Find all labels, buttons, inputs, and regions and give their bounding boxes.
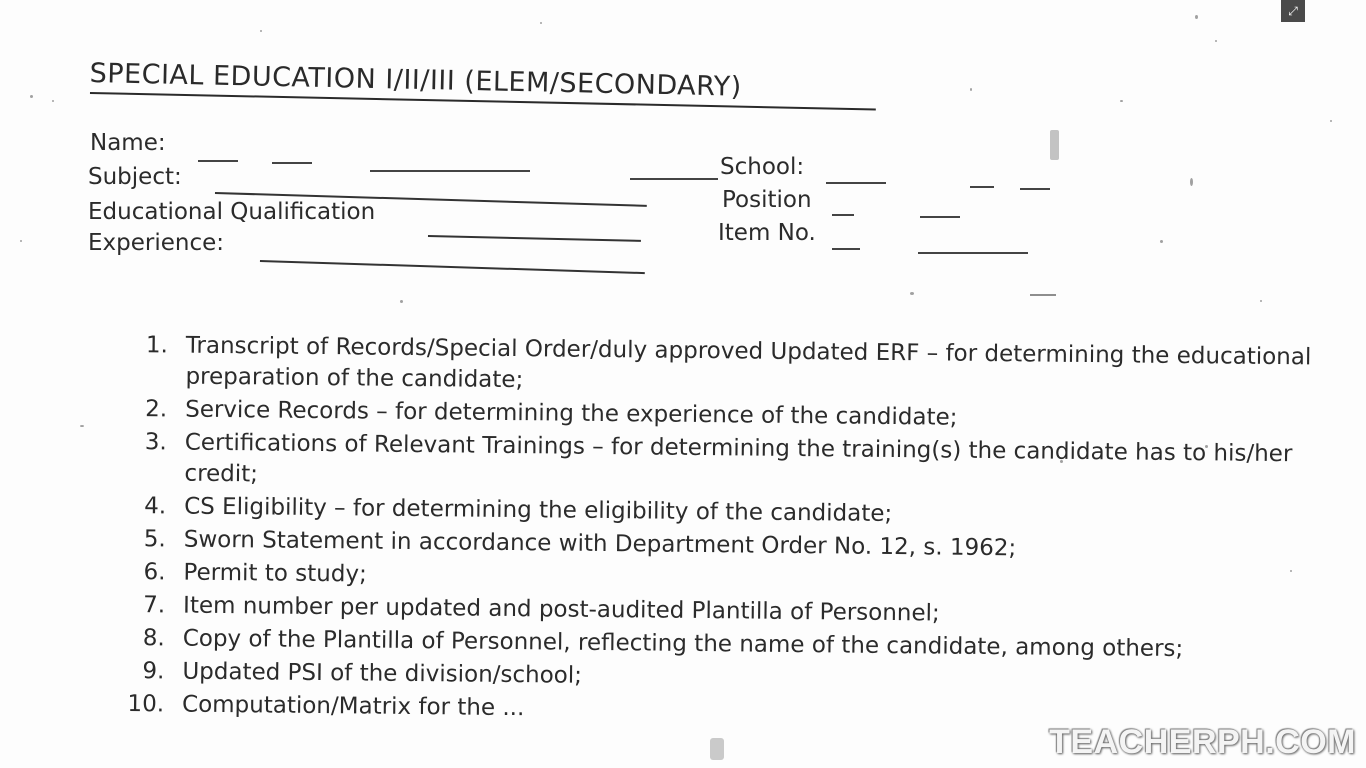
scan-speck bbox=[1050, 130, 1059, 160]
list-item-text: Copy of the Plantilla of Personnel, reflecting the name of the candidate, among others; bbox=[182, 625, 1184, 663]
item-no-label: Item No. bbox=[718, 220, 816, 246]
experience-label: Experience: bbox=[88, 230, 225, 256]
list-item-number: 3. bbox=[144, 429, 167, 456]
school-label: School: bbox=[720, 154, 805, 180]
scan-speck bbox=[1260, 300, 1262, 302]
item-no-line bbox=[832, 248, 860, 250]
list-item-text: Updated PSI of the division/school; bbox=[182, 658, 583, 689]
list-item-number: 10. bbox=[127, 691, 165, 718]
name-label: Name: bbox=[90, 130, 166, 156]
name-line bbox=[198, 160, 238, 162]
scan-speck bbox=[540, 22, 542, 24]
list-item-text: Item number per updated and post-audited Plantilla of Personnel; bbox=[182, 592, 940, 627]
list-item-number: 5. bbox=[143, 526, 166, 553]
requirements-list bbox=[124, 330, 1328, 735]
list-item-text: Certifications of Relevant Trainings – for determining the training(s) the candidate has to his/her credit; bbox=[184, 429, 1293, 488]
experience-line bbox=[260, 260, 645, 274]
list-item bbox=[127, 330, 1328, 405]
scan-speck bbox=[52, 100, 54, 102]
scan-speck bbox=[1120, 100, 1123, 102]
position-line bbox=[832, 214, 854, 216]
scan-speck bbox=[1195, 15, 1198, 19]
scan-speck bbox=[1190, 178, 1193, 186]
name-line bbox=[272, 162, 312, 164]
scan-speck bbox=[260, 30, 262, 32]
list-item-number: 1. bbox=[145, 332, 168, 359]
list-item-text: Sworn Statement in accordance with Department Order No. 12, s. 1962; bbox=[183, 526, 1017, 562]
list-item-number: 4. bbox=[144, 493, 167, 520]
qualification-line bbox=[428, 235, 641, 242]
list-item-text: Transcript of Records/Special Order/duly approved Updated ERF – for determining the educational preparation of the candidate; bbox=[185, 332, 1312, 394]
name-line bbox=[630, 178, 718, 180]
position-line bbox=[920, 216, 960, 218]
scan-speck bbox=[1215, 40, 1217, 42]
list-item-text: CS Eligibility – for determining the eligibility of the candidate; bbox=[184, 493, 893, 528]
list-item-number: 9. bbox=[142, 658, 165, 685]
scan-speck bbox=[80, 425, 84, 427]
item-no-line bbox=[1030, 294, 1056, 296]
list-item-text: Permit to study; bbox=[183, 559, 367, 588]
school-line bbox=[826, 182, 886, 184]
name-line bbox=[370, 170, 530, 172]
scan-speck bbox=[20, 240, 22, 242]
item-no-line bbox=[918, 252, 1028, 254]
list-item bbox=[126, 427, 1327, 502]
school-line bbox=[1020, 188, 1050, 190]
list-item-number: 8. bbox=[142, 625, 165, 652]
scan-speck bbox=[1160, 240, 1163, 243]
scan-speck bbox=[970, 88, 972, 91]
list-item-number: 7. bbox=[143, 592, 166, 619]
scan-speck bbox=[910, 292, 914, 295]
expand-icon: ⤢ bbox=[1288, 4, 1298, 18]
school-line bbox=[970, 186, 994, 188]
scan-speck bbox=[1330, 120, 1332, 122]
qualification-label: Educational Qualification bbox=[88, 199, 376, 225]
site-watermark: TEACHERPH.COM bbox=[1049, 723, 1356, 761]
scan-speck bbox=[400, 300, 403, 303]
subject-label: Subject: bbox=[88, 164, 182, 190]
list-item-text: Computation/Matrix for the ... bbox=[181, 691, 525, 722]
list-item-number: 2. bbox=[145, 396, 168, 423]
list-item-number: 6. bbox=[143, 559, 166, 586]
expand-button[interactable] bbox=[1281, 0, 1305, 22]
document-title: SPECIAL EDUCATION I/II/III (ELEM/SECONDARY) bbox=[89, 58, 743, 103]
scan-speck bbox=[30, 95, 33, 98]
scan-speck bbox=[710, 738, 724, 760]
list-item-text: Service Records – for determining the experience of the candidate; bbox=[185, 396, 958, 431]
position-label: Position bbox=[722, 187, 812, 213]
